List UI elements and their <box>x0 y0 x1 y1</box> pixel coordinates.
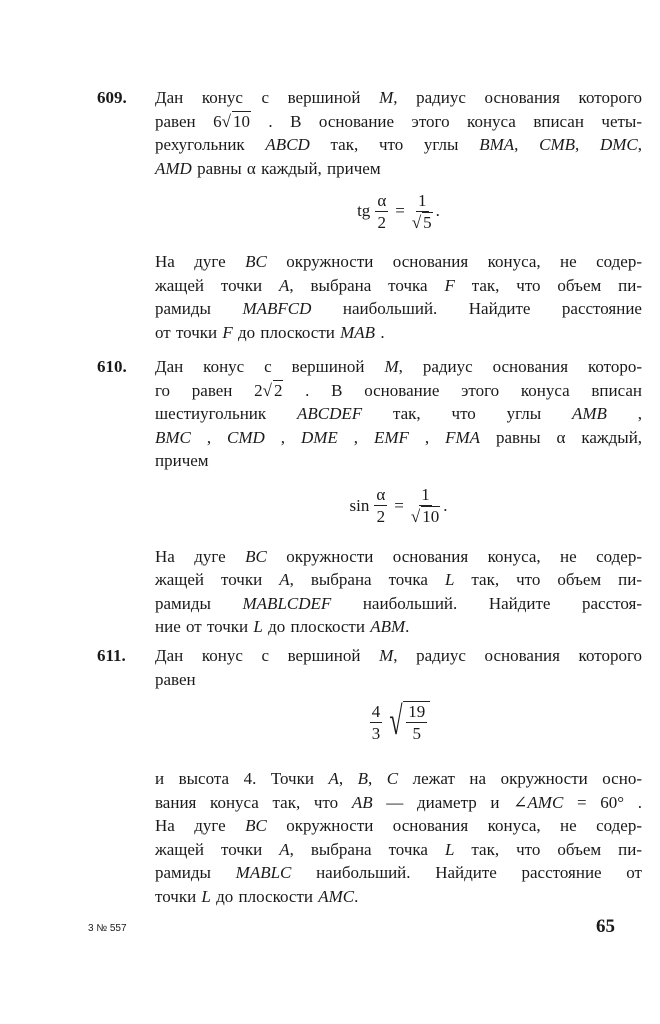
math-variable: L <box>253 617 263 636</box>
square-root <box>385 698 430 743</box>
math-variable: CMD <box>227 427 265 447</box>
radical-sign: √ <box>389 698 403 743</box>
formula-tg <box>155 184 642 238</box>
text-segment: наибольший. Найдите расстояние <box>311 299 642 318</box>
formula-radius <box>155 693 642 751</box>
denominator: √ 5 <box>411 212 432 232</box>
math-variable: BC <box>245 816 267 835</box>
radicand: 2 <box>273 380 283 400</box>
text-segment: , радиус основания которого <box>393 646 642 665</box>
print-signature: 3 № 557 <box>88 923 127 934</box>
text-line <box>155 133 642 157</box>
math-variable: FMA <box>445 427 480 447</box>
math-variable: BC <box>245 252 267 271</box>
numerator: α <box>376 485 386 504</box>
text-segment: наибольший. Найдите расстоя- <box>331 593 642 613</box>
radicand: 5 <box>423 212 432 232</box>
text-segment: √ <box>221 111 231 131</box>
text-segment: вания конуса так, что <box>155 792 352 812</box>
text-segment: , <box>575 135 600 154</box>
text-line <box>155 615 642 639</box>
math-variable: A <box>279 570 290 589</box>
text-line <box>155 861 642 885</box>
fraction-radicand <box>406 702 427 743</box>
math-variable: A <box>328 769 339 788</box>
math-variable: ABCDEF <box>297 404 363 423</box>
problem-text-question <box>155 545 642 639</box>
text-line <box>155 274 642 298</box>
text-segment: √ <box>262 380 272 400</box>
text-line <box>155 814 642 838</box>
numerator: 19 <box>408 702 426 721</box>
text-segment: рехугольник <box>155 135 266 154</box>
math-variable: MABLCDEF <box>242 593 332 613</box>
denominator: 3 <box>371 723 381 743</box>
problem-number: 609. <box>97 88 127 107</box>
text-segment: , <box>367 769 387 788</box>
equals-sign: = <box>394 495 404 515</box>
numerator: 1 <box>421 485 430 504</box>
text-line <box>155 250 642 274</box>
text-line <box>155 791 642 815</box>
text-segment: равен 6 <box>155 111 222 131</box>
text-segment: жащей точки <box>155 570 280 589</box>
text-segment: рамиды <box>155 593 243 613</box>
text-segment: и высота 4. Точки <box>155 769 329 788</box>
math-variable: M <box>384 357 399 376</box>
text-segment: Дан конус с вершиной <box>155 88 380 107</box>
math-variable: CMB <box>539 135 575 154</box>
math-variable: C <box>386 769 399 788</box>
text-segment: точки <box>155 886 202 906</box>
math-variable: AMD <box>155 158 192 178</box>
math-variable: L <box>444 570 455 589</box>
problem-text-intro <box>155 644 642 691</box>
denominator: √ 10 <box>410 507 440 526</box>
text-segment: , <box>408 427 446 447</box>
math-variable: AMC <box>318 886 355 906</box>
text-segment: до плоскости <box>232 322 341 342</box>
fraction-alpha-half <box>375 191 388 232</box>
math-variable: L <box>444 839 455 859</box>
math-variable: BMC <box>155 427 191 447</box>
problem-text-intro <box>155 355 642 473</box>
problem-text-question <box>155 767 642 908</box>
text-segment: , выбрана точка <box>289 839 445 859</box>
period: . <box>443 495 448 515</box>
text-segment: — диаметр и <box>372 792 514 812</box>
numerator: 1 <box>418 190 427 210</box>
formula-function: tg <box>357 201 371 220</box>
text-segment: . В основание этого конуса вписан <box>283 380 642 400</box>
text-line <box>155 592 642 616</box>
problem-609 <box>0 86 660 344</box>
text-segment: окружности основания конуса, не содер- <box>266 546 642 566</box>
math-variable: M <box>379 88 394 107</box>
radicand: 10 <box>422 507 440 526</box>
problem-number: 610. <box>97 357 127 376</box>
problem-610 <box>0 355 660 639</box>
text-segment: так, что объем пи- <box>454 839 643 859</box>
text-line <box>155 838 642 862</box>
text-segment: , выбрана точка <box>289 570 445 589</box>
text-segment: лежат на окружности осно- <box>398 769 642 788</box>
fraction-result <box>411 485 440 526</box>
math-variable: MABFCD <box>242 299 312 318</box>
text-segment: На дуге <box>155 252 246 271</box>
text-line <box>155 110 642 134</box>
math-variable: BC <box>245 546 267 566</box>
text-line <box>155 157 642 181</box>
text-line <box>155 379 642 403</box>
math-variable: ABCD <box>265 135 310 154</box>
text-line <box>155 426 642 450</box>
text-segment: , радиус основания которо- <box>398 357 642 376</box>
math-variable: A <box>279 839 290 859</box>
text-segment: от точки <box>155 322 223 342</box>
text-segment: . В основание этого конуса вписан четы- <box>250 111 643 131</box>
numerator: α <box>377 190 387 210</box>
text-segment: так, что углы <box>362 404 572 423</box>
text-line <box>155 355 642 379</box>
math-variable: BMA <box>479 135 515 154</box>
text-segment: На дуге <box>155 546 246 566</box>
text-segment: равны α каждый, причем <box>191 158 381 178</box>
text-segment: , <box>190 427 228 447</box>
math-variable: MAB <box>340 322 376 342</box>
text-segment: жащей точки <box>155 839 280 859</box>
numerator: 4 <box>371 701 381 721</box>
text-segment: Дан конус с вершиной <box>155 357 385 376</box>
denominator: 5 <box>412 724 421 743</box>
text-segment: , <box>637 135 643 154</box>
text-line <box>155 644 642 668</box>
math-variable: F <box>444 275 455 295</box>
math-variable: AMB <box>571 404 607 423</box>
text-segment: На дуге <box>155 816 246 835</box>
text-segment: до плоскости <box>262 617 371 636</box>
text-line <box>155 321 642 345</box>
text-segment: Дан конус с вершиной <box>155 646 380 665</box>
text-segment: = 60° . <box>563 792 642 812</box>
math-variable: F <box>222 322 233 342</box>
text-segment: так, что углы <box>309 135 480 154</box>
text-segment: . <box>405 617 410 636</box>
text-line <box>155 767 642 791</box>
text-segment: , радиус основания которого <box>393 88 642 107</box>
text-segment: рамиды <box>155 863 236 882</box>
text-segment: , <box>338 769 358 788</box>
text-segment: причем <box>155 451 209 470</box>
text-line <box>155 297 642 321</box>
text-segment: окружности основания конуса, не содер- <box>266 816 642 835</box>
denominator: 2 <box>376 507 386 526</box>
problem-611 <box>0 644 660 908</box>
text-segment: так, что объем пи- <box>454 570 643 589</box>
text-segment: наибольший. Найдите расстояние от <box>291 863 642 882</box>
text-segment: , <box>514 135 540 154</box>
math-variable: L <box>201 886 211 906</box>
text-segment: равен <box>155 669 196 689</box>
formula-sin <box>155 479 642 533</box>
period: . <box>435 201 440 220</box>
text-segment: . <box>354 886 359 906</box>
math-variable: AB <box>351 792 373 812</box>
formula-function: sin <box>349 495 370 515</box>
math-variable: ∠AMC <box>513 792 564 812</box>
text-segment: так, что объем пи- <box>454 275 642 295</box>
math-variable: M <box>379 646 394 665</box>
text-segment: ние от точки <box>155 617 254 636</box>
denominator: 2 <box>377 212 387 232</box>
math-variable: B <box>357 769 368 788</box>
text-segment: до плоскости <box>210 886 319 906</box>
text-line <box>155 568 642 592</box>
problem-text-question <box>155 250 642 344</box>
text-line <box>155 885 642 909</box>
problem-number: 611. <box>97 646 126 665</box>
math-variable: MABLC <box>235 863 292 882</box>
page-number: 65 <box>596 916 615 937</box>
math-variable: ABM <box>370 617 406 636</box>
text-segment: рамиды <box>155 299 243 318</box>
fraction-result <box>412 191 433 232</box>
text-line <box>155 402 642 426</box>
text-segment: , <box>264 427 301 447</box>
text-segment: шестиугольник <box>155 404 297 423</box>
text-line <box>155 545 642 569</box>
radicand: 10 <box>232 111 250 131</box>
math-variable: EMF <box>373 427 409 447</box>
text-segment: го равен 2 <box>155 380 263 400</box>
text-segment: жащей точки <box>155 275 279 295</box>
text-line <box>155 668 642 692</box>
math-variable: DME <box>300 427 338 447</box>
problem-text-intro <box>155 86 642 180</box>
text-line <box>155 86 642 110</box>
equals-sign: = <box>395 201 405 220</box>
text-segment: равны α каждый, <box>480 427 643 447</box>
text-segment: окружности основания конуса, не содер- <box>266 252 642 271</box>
text-line <box>155 449 642 473</box>
math-variable: A <box>278 275 290 295</box>
text-segment: . <box>375 322 385 342</box>
math-variable: DMC <box>599 135 638 154</box>
text-segment: , выбрана точка <box>289 275 445 295</box>
fraction-alpha-half <box>374 485 387 526</box>
text-segment: , <box>606 404 643 423</box>
fraction-coefficient <box>370 702 383 743</box>
text-segment: , <box>337 427 374 447</box>
